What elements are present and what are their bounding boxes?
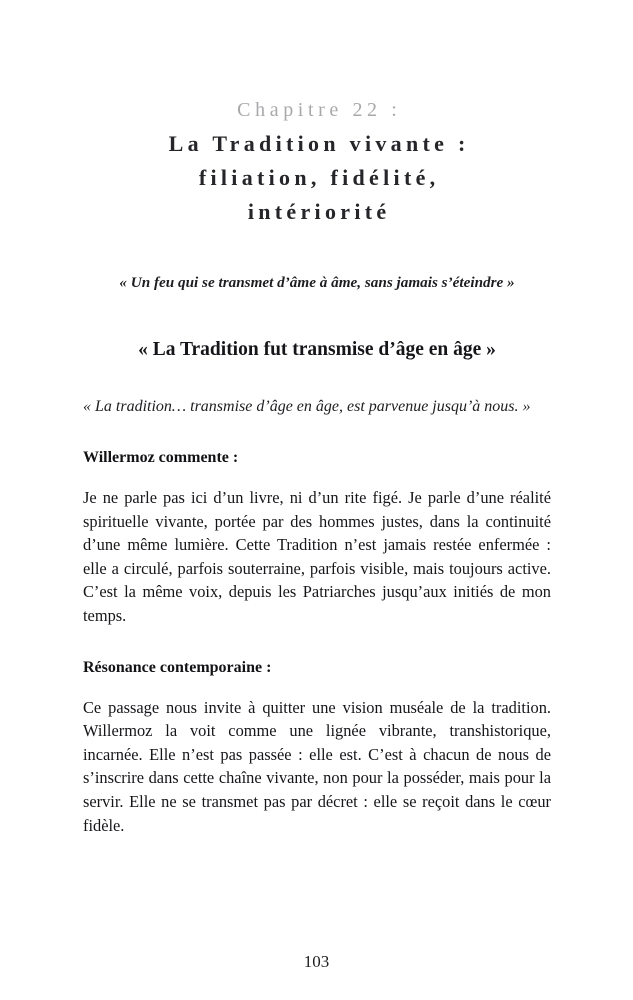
chapter-title-line-2: filiation, fidélité,: [198, 165, 440, 190]
page-content: [83, 0, 551, 854]
commentary-paragraph-resonance: Ce passage nous invite à quitter une vision muséale de la tradition. Willermoz la voit comme une lignée vibrante, transhistorique, incarnée. Elle n’est pas passée : elle est. C’est à chacun de nous de s’inscrire dans cette chaîne vivante, non pour la posséder, mais pour la servir. Elle ne se transmet pas par décret : elle se reçoit dans le cœur fidèle.: [83, 697, 551, 835]
commentary-label-willermoz: Willermoz commente :: [83, 449, 239, 466]
chapter-title-line-1: La Tradition vivante :: [168, 131, 470, 156]
commentary-paragraph-willermoz: Je ne parle pas ici d’un livre, ni d’un rite figé. Je parle d’une réalité spirituelle vivante, portée par des hommes justes, dans la continuité d’une même lumière. Cette Tradition n’est jamais restée enfermée : elle a circulé, parfois souterraine, parfois visible, mais toujours active. C’est la même voix, depuis les Patriarches jusqu’aux initiés de mon temps.: [83, 488, 551, 625]
page-number: 103: [303, 952, 330, 971]
section-source-quote: « La tradition… transmise d’âge en âge, est parvenue jusqu’à nous. »: [83, 398, 531, 415]
commentary-label-resonance: Résonance contemporaine :: [83, 658, 272, 676]
chapter-epigraph: « Un feu qui se transmet d’âme à âme, sans jamais s’éteindre »: [119, 274, 515, 291]
chapter-title-line-3: intériorité: [247, 199, 391, 224]
chapter-title-block: [83, 0, 551, 229]
chapter-number-label: Chapitre 22 :: [237, 99, 402, 121]
section-heading: « La Tradition fut transmise d’âge en âge »: [138, 339, 496, 360]
